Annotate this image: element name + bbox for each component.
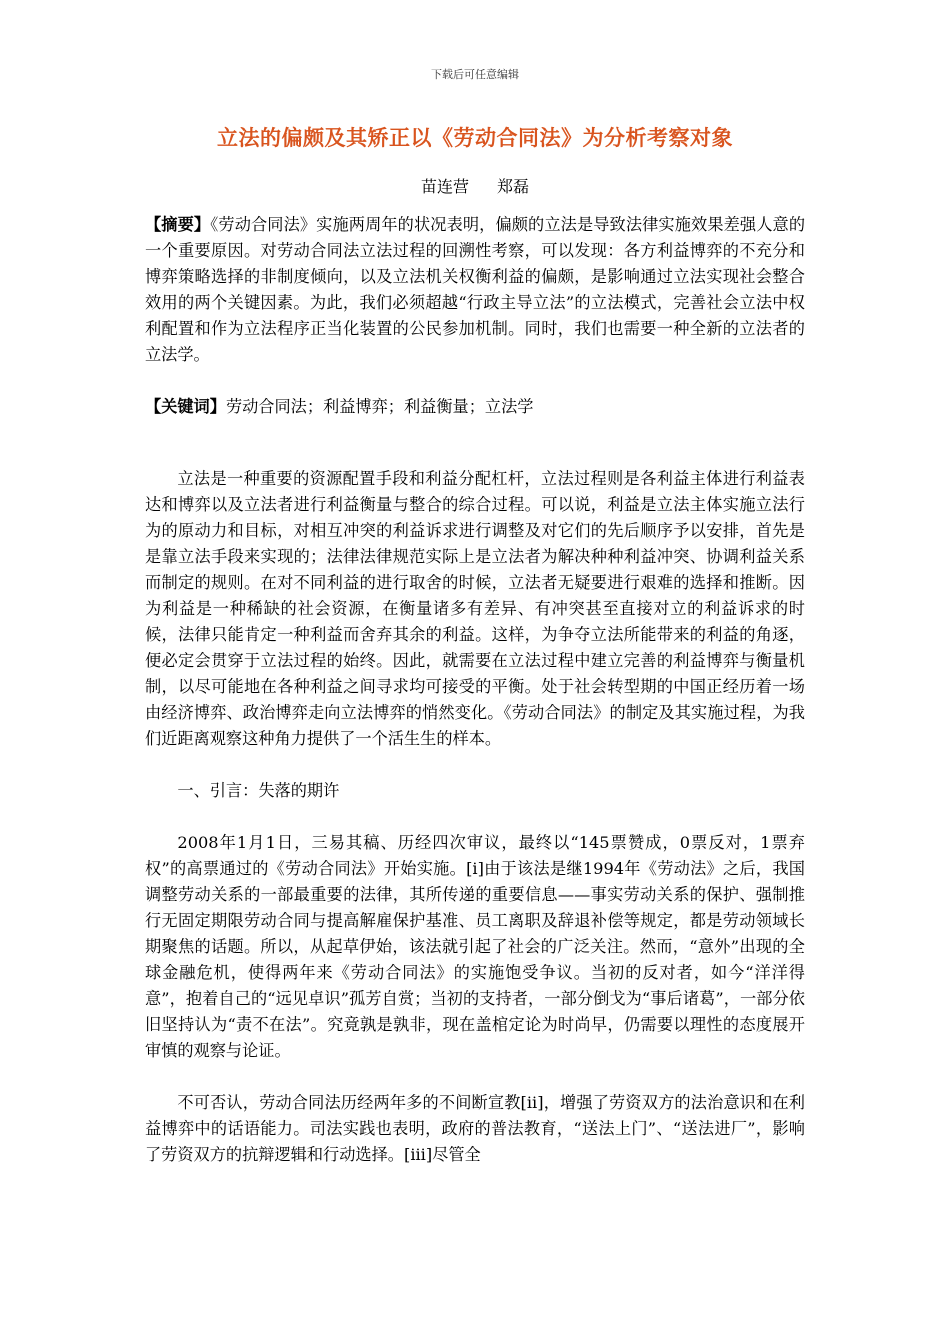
body-text [145, 466, 805, 1194]
document-title: 立法的偏颇及其矫正以《劳动合同法》为分析考察对象 [217, 125, 733, 150]
author-name: 郑磊 [497, 177, 530, 196]
keywords-section [145, 394, 805, 420]
header-note: 下载后可任意编辑 [431, 68, 519, 81]
keywords-text: 劳动合同法；利益博弈；利益衡量；立法学 [225, 397, 534, 416]
abstract-label: 【摘要】 [145, 215, 211, 234]
author-name: 苗连营 [420, 177, 469, 196]
abstract-text: 《劳动合同法》实施两周年的状况表明，偏颇的立法是导致法律实施效果差强人意的一个重要原因。对劳动合同法立法过程的回溯性考察，可以发现：各方利益博弈的不充分和博弈策略选择的非制度倾向，以及立法机关权衡利益的偏颇，是影响通过立法实现社会整合效用的两个关键因素。为此，我们必须超越“行政主导立法”的立法模式，完善社会立法中权利配置和作为立法程序正当化装置的公民参加机制。同时，我们也需要一种全新的立法者的立法学。 [145, 215, 806, 364]
section-heading: 一、引言：失落的期许 [177, 781, 340, 800]
author-list [0, 174, 950, 197]
abstract-section [145, 212, 805, 368]
paragraph: 2008年1月1日，三易其稿、历经四次审议，最终以“145票赞成，0票反对，1票弃权”的高票通过的《劳动合同法》开始实施。[i]由于该法是继1994年《劳动法》之后，我国调整劳动关系的一部最重要的法律，其所传递的重要信息——事实劳动关系的保护、强制推行无固定期限劳动合同与提高解雇保护基准、员工离职及辞退补偿等规定，都是劳动领域长期聚焦的话题。所以，从起草伊始，该法就引起了社会的广泛关注。然而，“意外”出现的全球金融危机，使得两年来《劳动合同法》的实施饱受争议。当初的反对者，如今“洋洋得意”，抱着自己的“远见卓识”孤芳自赏；当初的支持者，一部分倒戈为“事后诸葛”，一部分依旧坚持认为“责不在法”。究竟孰是孰非，现在盖棺定论为时尚早，仍需要以理性的态度展开审慎的观察与论证。 [145, 833, 805, 1060]
paragraph-intro: 立法是一种重要的资源配置手段和利益分配杠杆，立法过程则是各利益主体进行利益表达和博弈以及立法者进行利益衡量与整合的综合过程。可以说，利益是立法主体实施立法行为的原动力和目标，对相互冲突的利益诉求进行调整及对它们的先后顺序予以安排，首先是是靠立法手段来实现的；法律法律规范实际上是立法者为解决种种利益冲突、协调利益关系而制定的规则。在对不同利益的进行取舍的时候，立法者无疑要进行艰难的选择和推断。因为利益是一种稀缺的社会资源，在衡量诸多有差异、有冲突甚至直接对立的利益诉求的时候，法律只能肯定一种利益而舍弃其余的利益。这样，为争夺立法所能带来的利益的角逐，便必定会贯穿于立法过程的始终。因此，就需要在立法过程中建立完善的利益博弈与衡量机制，以尽可能地在各种利益之间寻求均可接受的平衡。处于社会转型期的中国正经历着一场由经济博弈、政治博弈走向立法博弈的悄然变化。《劳动合同法》的制定及其实施过程，为我们近距离观察这种角力提供了一个活生生的样本。 [145, 469, 805, 748]
paragraph: 不可否认，劳动合同法历经两年多的不间断宣教[ii]，增强了劳资双方的法治意识和在利益博弈中的话语能力。司法实践也表明，政府的普法教育，“送法上门”、“送法进厂”，影响了劳资双方的抗辩逻辑和行动选择。[iii]尽管全 [145, 1093, 805, 1164]
keywords-label: 【关键词】 [145, 397, 226, 416]
